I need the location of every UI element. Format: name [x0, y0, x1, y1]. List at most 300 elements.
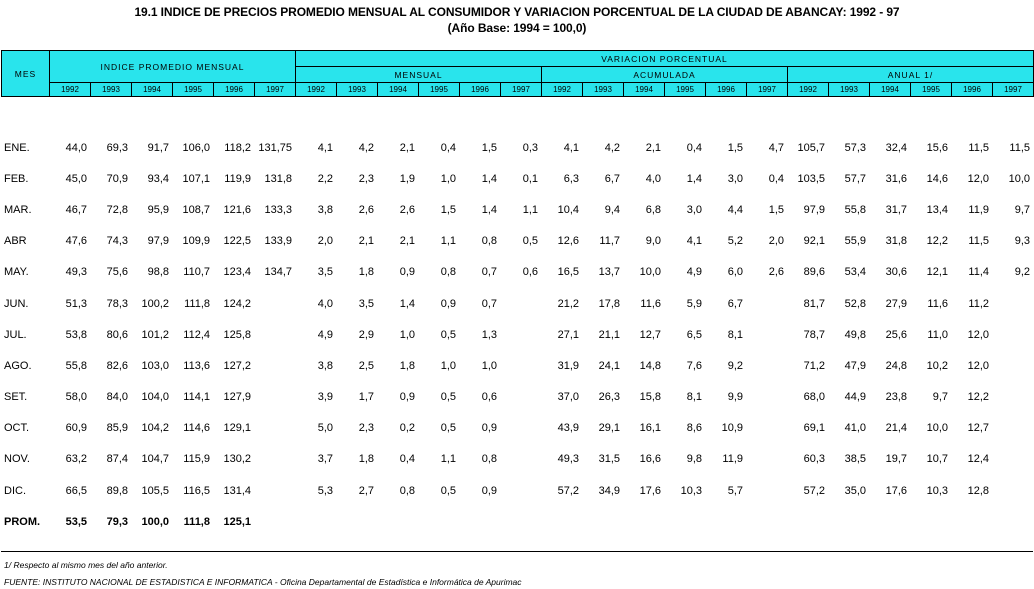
table-row: [1, 413, 1033, 444]
table-cell: 92,1: [803, 235, 825, 248]
table-cell: 16,5: [557, 266, 579, 279]
table-cell: 2,2: [317, 172, 333, 185]
header-year: 1994: [378, 83, 419, 97]
table-cell: 6,5: [686, 328, 702, 341]
table-cell: 133,3: [264, 203, 292, 216]
header-year: 1996: [706, 83, 747, 97]
table-cell: 106,0: [182, 141, 210, 154]
table-subtitle: (Año Base: 1994 = 100,0): [447, 21, 587, 35]
table-cell: 0,7: [481, 266, 497, 279]
table-cell: 24,8: [885, 359, 907, 372]
table-cell: 107,1: [182, 172, 210, 185]
table-cell: 55,9: [844, 235, 866, 248]
table-cell: 9,2: [727, 359, 743, 372]
table-cell: [254, 444, 295, 475]
table-cell: 2,6: [768, 266, 784, 279]
table-cell: 31,7: [885, 203, 907, 216]
table-cell: 6,3: [563, 172, 579, 185]
month-label: OCT.: [4, 422, 30, 435]
month-label: NOV.: [4, 453, 30, 466]
table-cell: 124,2: [223, 297, 251, 310]
table-cell: 0,7: [481, 297, 497, 310]
empty-cell: [828, 506, 869, 537]
table-cell: 12,6: [557, 235, 579, 248]
table-cell: 10,4: [557, 203, 579, 216]
table-cell: 34,9: [598, 484, 620, 497]
table-cell: 0,9: [440, 297, 456, 310]
table-cell: 13,4: [926, 203, 948, 216]
table-cell: 13,7: [598, 266, 620, 279]
header-year: 1995: [911, 83, 952, 97]
empty-cell: [418, 506, 459, 537]
table-cell: 31,6: [885, 172, 907, 185]
table-cell: 116,5: [183, 484, 210, 497]
table-cell: 89,6: [803, 266, 825, 279]
table-cell: 14,6: [926, 172, 948, 185]
table-cell: 3,7: [317, 453, 333, 466]
table-cell: [254, 413, 295, 444]
table-cell: 1,1: [440, 453, 456, 466]
table-cell: 16,1: [639, 422, 661, 435]
table-cell: 1,4: [686, 172, 702, 185]
table-cell: [500, 382, 541, 413]
table-cell: 17,6: [885, 484, 907, 497]
table-cell: 1,3: [481, 328, 497, 341]
table-cell: 91,7: [147, 141, 169, 154]
table-cell: 0,8: [440, 266, 456, 279]
table-cell: 47,9: [844, 359, 866, 372]
header-mensual: MENSUAL: [296, 67, 542, 83]
table-cell: 95,9: [147, 203, 169, 216]
table-cell: 21,4: [885, 422, 907, 435]
header-indice: INDICE PROMEDIO MENSUAL: [50, 51, 296, 83]
table-cell: 47,6: [65, 235, 87, 248]
table-cell: 23,8: [885, 391, 907, 404]
empty-cell: [664, 506, 705, 537]
table-cell: 129,1: [223, 422, 251, 435]
table-cell: 4,1: [686, 235, 702, 248]
table-cell: 72,8: [106, 203, 128, 216]
table-row: [1, 350, 1033, 381]
month-label: DIC.: [4, 484, 26, 497]
table-cell: [254, 319, 295, 350]
table-cell: 1,1: [440, 235, 456, 248]
table-cell: [746, 288, 787, 319]
table-cell: 29,1: [598, 422, 620, 435]
table-cell: 44,9: [844, 391, 866, 404]
table-cell: 80,6: [106, 328, 128, 341]
average-cell: 100,0: [141, 515, 169, 528]
table-cell: 1,0: [440, 359, 456, 372]
table-cell: 25,6: [885, 328, 907, 341]
table-cell: 2,1: [399, 141, 415, 154]
table-cell: 10,9: [721, 422, 743, 435]
header-year: 1995: [173, 83, 214, 97]
table-cell: 5,0: [317, 422, 333, 435]
table-cell: 9,9: [727, 391, 743, 404]
table-cell: 104,2: [141, 422, 169, 435]
empty-cell: [295, 506, 336, 537]
header-mes: MES: [2, 51, 50, 97]
empty-cell: [336, 506, 377, 537]
table-cell: 70,9: [106, 172, 128, 185]
table-cell: 97,9: [803, 203, 825, 216]
month-label: SET.: [4, 391, 28, 404]
table-cell: 1,5: [727, 141, 743, 154]
month-label: MAR.: [4, 203, 32, 216]
header-acumulada: ACUMULADA: [542, 67, 788, 83]
header-anual: ANUAL 1/: [788, 67, 1034, 83]
table-cell: 110,7: [183, 266, 210, 279]
table-cell: 24,1: [598, 359, 620, 372]
table-cell: 9,8: [686, 453, 702, 466]
header-year: 1993: [583, 83, 624, 97]
table-cell: [746, 475, 787, 506]
table-cell: 6,8: [645, 203, 661, 216]
table-cell: 16,6: [639, 453, 661, 466]
table-cell: 1,5: [481, 141, 497, 154]
table-cell: 43,9: [557, 422, 579, 435]
table-cell: [500, 413, 541, 444]
header-year: 1993: [91, 83, 132, 97]
empty-cell: [746, 506, 787, 537]
table-cell: 53,8: [65, 328, 87, 341]
table-cell: 1,0: [481, 359, 497, 372]
table-cell: 101,2: [141, 328, 169, 341]
table-cell: 121,6: [223, 203, 251, 216]
table-cell: 9,7: [932, 391, 948, 404]
empty-cell: [459, 506, 500, 537]
empty-cell: [869, 506, 910, 537]
header-year: 1996: [214, 83, 255, 97]
table-cell: 0,5: [440, 484, 456, 497]
month-label: ABR: [4, 235, 27, 248]
table-cell: 119,9: [224, 172, 251, 185]
footnote: 1/ Respecto al mismo mes del año anterior.: [4, 560, 168, 570]
table-row: [1, 226, 1033, 257]
source-note: FUENTE: INSTITUTO NACIONAL DE ESTADISTICA E INFORMATICA - Oficina Departamental de Estadística e Informática de Apurimac: [4, 577, 522, 587]
table-cell: 1,4: [481, 203, 497, 216]
empty-cell: [910, 506, 951, 537]
table-cell: [746, 350, 787, 381]
table-cell: 11,0: [927, 328, 948, 341]
table-cell: 10,2: [926, 359, 948, 372]
table-cell: 49,3: [65, 266, 87, 279]
table-cell: 1,4: [481, 172, 497, 185]
table-cell: 10,0: [926, 422, 948, 435]
table-cell: 0,9: [481, 484, 497, 497]
table-cell: 0,5: [440, 391, 456, 404]
table-cell: 127,9: [223, 391, 251, 404]
table-cell: 14,8: [639, 359, 661, 372]
table-cell: 2,1: [399, 235, 415, 248]
table-cell: 1,9: [399, 172, 415, 185]
table-cell: 1,4: [399, 297, 415, 310]
empty-cell: [541, 506, 582, 537]
table-cell: 105,7: [797, 141, 825, 154]
table-cell: 31,5: [598, 453, 620, 466]
empty-cell: [623, 506, 664, 537]
average-cell: 79,3: [106, 515, 128, 528]
table-cell: 60,9: [65, 422, 87, 435]
table-cell: 69,3: [106, 141, 128, 154]
table-cell: 9,2: [1014, 266, 1030, 279]
table-cell: 0,8: [481, 235, 497, 248]
average-label: PROM.: [4, 515, 41, 528]
table-cell: 93,4: [147, 172, 169, 185]
header-year: 1992: [542, 83, 583, 97]
table-row: [1, 194, 1033, 225]
table-cell: 89,8: [106, 484, 128, 497]
table-cell: 0,4: [768, 172, 784, 185]
header-year: 1992: [50, 83, 91, 97]
table-cell: 97,9: [147, 235, 169, 248]
table-cell: 0,9: [399, 266, 415, 279]
table-cell: 115,9: [183, 453, 210, 466]
table-cell: 12,2: [926, 235, 948, 248]
table-cell: 0,3: [522, 141, 538, 154]
table-cell: 32,4: [885, 141, 907, 154]
table-cell: 49,8: [844, 328, 866, 341]
table-cell: 4,2: [604, 141, 620, 154]
table-cell: 114,6: [183, 422, 210, 435]
table-cell: 9,4: [604, 203, 620, 216]
table-cell: 0,1: [522, 172, 538, 185]
average-row: [1, 506, 1033, 537]
table-cell: [992, 288, 1033, 319]
table-cell: 82,6: [106, 359, 128, 372]
table-cell: 0,2: [399, 422, 415, 435]
table-cell: 100,2: [141, 297, 169, 310]
table-cell: 122,5: [223, 235, 251, 248]
table-cell: 41,0: [844, 422, 866, 435]
table-cell: 105,5: [141, 484, 169, 497]
table-cell: 2,1: [358, 235, 374, 248]
table-cell: 108,7: [182, 203, 210, 216]
table-cell: 4,1: [317, 141, 333, 154]
header-year: 1996: [952, 83, 993, 97]
table-header: [1, 50, 1034, 97]
header-year: 1995: [419, 83, 460, 97]
table-cell: 35,0: [844, 484, 866, 497]
table-cell: 2,0: [317, 235, 333, 248]
table-cell: 17,8: [598, 297, 620, 310]
header-variacion: VARIACION PORCENTUAL: [296, 51, 1034, 67]
table-cell: 68,0: [803, 391, 825, 404]
table-cell: [746, 444, 787, 475]
table-cell: 4,7: [768, 141, 784, 154]
table-cell: 8,1: [686, 391, 702, 404]
table-cell: 11,6: [640, 297, 661, 310]
table-cell: 53,4: [844, 266, 866, 279]
table-cell: 6,7: [604, 172, 620, 185]
table-cell: 1,0: [399, 328, 415, 341]
table-cell: 104,7: [141, 453, 169, 466]
table-cell: 4,2: [358, 141, 374, 154]
table-cell: 10,0: [1008, 172, 1030, 185]
table-cell: 2,1: [645, 141, 661, 154]
table-cell: 10,3: [680, 484, 702, 497]
table-cell: 0,9: [399, 391, 415, 404]
table-cell: 63,2: [65, 453, 87, 466]
empty-cell: [254, 506, 295, 537]
table-cell: 21,1: [598, 328, 620, 341]
table-cell: 81,7: [803, 297, 825, 310]
table-cell: 37,0: [557, 391, 579, 404]
table-cell: 12,2: [967, 391, 989, 404]
table-cell: 111,8: [184, 297, 210, 310]
table-cell: 10,3: [926, 484, 948, 497]
table-cell: 130,2: [223, 453, 251, 466]
table-title: 19.1 INDICE DE PRECIOS PROMEDIO MENSUAL AL CONSUMIDOR Y VARIACION PORCENTUAL DE LA CIUDAD DE ABANCAY: 1992 - 97: [134, 5, 900, 19]
table-cell: 7,6: [686, 359, 702, 372]
table-cell: [992, 319, 1033, 350]
header-year: 1993: [337, 83, 378, 97]
table-cell: 44,0: [65, 141, 87, 154]
month-label: JUL.: [4, 328, 27, 341]
table-cell: 104,0: [141, 391, 169, 404]
table-cell: 0,8: [399, 484, 415, 497]
table-cell: 3,5: [317, 266, 333, 279]
table-cell: 133,9: [264, 235, 292, 248]
table-cell: 11,2: [968, 297, 989, 310]
table-row: [1, 163, 1033, 194]
table-cell: 12,7: [639, 328, 661, 341]
table-cell: 98,8: [147, 266, 169, 279]
table-cell: 3,0: [727, 172, 743, 185]
table-cell: [500, 288, 541, 319]
table-cell: 2,5: [358, 359, 374, 372]
table-cell: 127,2: [223, 359, 251, 372]
header-year: 1997: [993, 83, 1034, 97]
table-cell: 1,8: [399, 359, 415, 372]
table-row: [1, 288, 1033, 319]
table-cell: 3,0: [686, 203, 702, 216]
header-year: 1994: [870, 83, 911, 97]
table-cell: [992, 444, 1033, 475]
table-cell: 125,8: [223, 328, 251, 341]
table-cell: 12,7: [967, 422, 989, 435]
month-label: AGO.: [4, 359, 32, 372]
table-cell: 21,2: [557, 297, 579, 310]
table-cell: 75,6: [106, 266, 128, 279]
table-cell: 12,0: [967, 328, 989, 341]
header-year: 1997: [501, 83, 542, 97]
table-cell: 3,5: [358, 297, 374, 310]
header-year: 1994: [132, 83, 173, 97]
table-cell: 8,1: [727, 328, 743, 341]
table-cell: 31,8: [885, 235, 907, 248]
table-cell: [500, 350, 541, 381]
table-cell: [992, 382, 1033, 413]
table-cell: 0,4: [686, 141, 702, 154]
table-row: [1, 257, 1033, 288]
header-year: 1993: [829, 83, 870, 97]
table-cell: 57,2: [557, 484, 579, 497]
table-cell: 4,4: [727, 203, 743, 216]
table-cell: 12,0: [967, 359, 989, 372]
table-cell: 46,7: [65, 203, 87, 216]
table-cell: 1,5: [768, 203, 784, 216]
table-cell: 5,7: [727, 484, 743, 497]
table-cell: 57,3: [844, 141, 866, 154]
table-cell: 5,3: [317, 484, 333, 497]
table-cell: 58,0: [65, 391, 87, 404]
table-cell: 3,9: [317, 391, 333, 404]
table-cell: 11,9: [722, 453, 743, 466]
table-cell: 6,0: [727, 266, 743, 279]
table-cell: 11,9: [968, 203, 989, 216]
table-cell: 6,7: [727, 297, 743, 310]
header-year: 1994: [624, 83, 665, 97]
table-cell: 134,7: [264, 266, 292, 279]
month-label: JUN.: [4, 297, 29, 310]
table-cell: 4,1: [563, 141, 579, 154]
header-year: 1996: [460, 83, 501, 97]
table-cell: 109,9: [182, 235, 210, 248]
month-label: MAY.: [4, 266, 29, 279]
table-cell: [500, 475, 541, 506]
table-cell: 85,9: [106, 422, 128, 435]
table-cell: 31,9: [557, 359, 579, 372]
table-cell: 2,6: [358, 203, 374, 216]
table-cell: 2,0: [768, 235, 784, 248]
table-cell: 60,3: [803, 453, 825, 466]
table-cell: 12,4: [967, 453, 989, 466]
table-cell: 5,2: [727, 235, 743, 248]
table-cell: 11,5: [1009, 141, 1030, 154]
table-cell: 78,7: [803, 328, 825, 341]
table-cell: [746, 413, 787, 444]
table-cell: 0,5: [440, 422, 456, 435]
table-cell: 0,5: [440, 328, 456, 341]
header-year: 1997: [747, 83, 788, 97]
table-cell: 55,8: [65, 359, 87, 372]
table-cell: 12,8: [967, 484, 989, 497]
table-cell: 114,1: [183, 391, 210, 404]
table-cell: 0,4: [399, 453, 415, 466]
table-cell: 45,0: [65, 172, 87, 185]
average-cell: 125,1: [223, 515, 251, 528]
table-cell: 4,9: [317, 328, 333, 341]
table-cell: 71,2: [803, 359, 825, 372]
table-cell: 2,7: [358, 484, 374, 497]
header-year: 1992: [296, 83, 337, 97]
table-cell: 3,8: [317, 203, 333, 216]
empty-cell: [951, 506, 992, 537]
table-cell: 87,4: [106, 453, 128, 466]
table-cell: 38,5: [844, 453, 866, 466]
table-cell: 74,3: [106, 235, 128, 248]
header-year: 1995: [665, 83, 706, 97]
month-label: FEB.: [4, 172, 29, 185]
table-cell: [746, 319, 787, 350]
month-label: ENE.: [4, 141, 30, 154]
table-cell: 57,7: [844, 172, 866, 185]
table-cell: 0,6: [522, 266, 538, 279]
table-cell: 118,2: [224, 141, 251, 154]
table-cell: 0,4: [440, 141, 456, 154]
table-cell: 103,0: [141, 359, 169, 372]
table-cell: 12,1: [926, 266, 948, 279]
header-year: 1992: [788, 83, 829, 97]
table-cell: [254, 350, 295, 381]
table-cell: 78,3: [106, 297, 128, 310]
table-cell: 51,3: [65, 297, 87, 310]
table-row: [1, 132, 1033, 163]
header-year: 1997: [255, 83, 296, 97]
table-cell: 11,5: [968, 141, 989, 154]
